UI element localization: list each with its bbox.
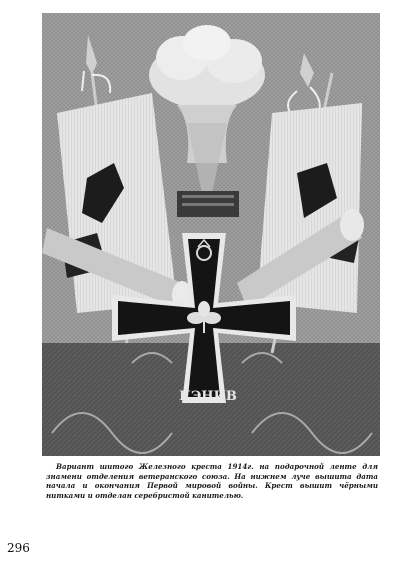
page-number: 296 bbox=[7, 541, 30, 555]
figure-caption: Вариант шитого Железного креста 1914г. на подарочной ленте для знамени отделения ветеранского союза. На нижнем луче вышита дата начала и окончания Первой мировой войны. Крест вышит чёрными нитками и отделан серебристой канителью. bbox=[46, 462, 378, 500]
embroidered-cross-photo bbox=[42, 13, 380, 456]
embroidered-date: КЭНИВ bbox=[179, 389, 237, 404]
